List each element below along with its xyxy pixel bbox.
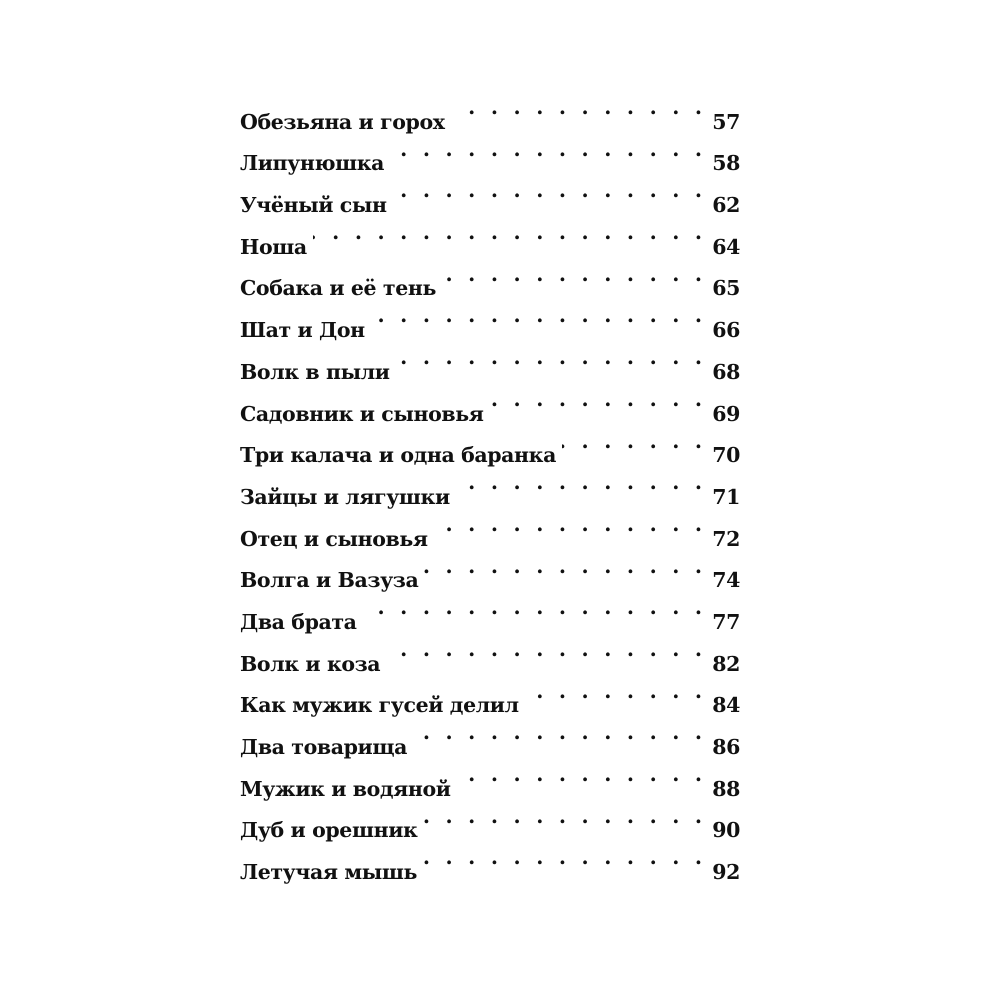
toc-dot-leader — [363, 587, 707, 629]
toc-entry-title: Мужик и водяной — [240, 776, 451, 801]
toc-entry-title: Собака и её тень — [240, 276, 436, 301]
toc-entry — [240, 254, 740, 301]
toc-entry-page: 88 — [712, 776, 740, 801]
toc-entry-title: Отец и сыновья — [240, 526, 428, 551]
toc-entry-page: 57 — [712, 109, 740, 134]
toc-entry-page: 65 — [712, 276, 740, 301]
table-of-contents — [240, 87, 740, 885]
toc-entry-page: 77 — [712, 609, 740, 634]
toc-entry-title: Дуб и орешник — [240, 818, 418, 843]
toc-entry — [240, 212, 740, 259]
toc-entry-title: Липунюшка — [240, 151, 385, 176]
toc-dot-leader — [390, 129, 706, 171]
toc-dot-leader — [490, 379, 707, 421]
toc-dot-leader — [424, 546, 706, 588]
toc-entry-title: Летучая мышь — [240, 860, 418, 885]
toc-entry-page: 70 — [712, 443, 740, 468]
toc-entry-title: Волк в пыли — [240, 359, 390, 384]
toc-dot-leader — [434, 504, 707, 546]
toc-entry-title: Зайцы и лягушки — [240, 484, 450, 509]
toc-entry-page: 90 — [712, 818, 740, 843]
toc-dot-leader — [456, 462, 706, 504]
toc-dot-leader — [393, 170, 707, 212]
toc-entry-title: Учёный сын — [240, 193, 387, 218]
toc-dot-leader — [457, 754, 707, 796]
toc-entry-title: Три калача и одна баранка — [240, 443, 556, 468]
toc-dot-leader — [423, 837, 706, 879]
toc-entry-page: 92 — [712, 860, 740, 885]
toc-entry-title: Волк и коза — [240, 651, 381, 676]
toc-dot-leader — [442, 254, 706, 296]
toc-dot-leader — [525, 671, 707, 713]
toc-entry-page: 58 — [712, 151, 740, 176]
toc-dot-leader — [562, 421, 706, 463]
toc-entry-title: Два товарища — [240, 735, 407, 759]
toc-entry-title: Обезьяна и горох — [240, 109, 445, 134]
toc-entry-page: 66 — [712, 318, 740, 343]
toc-dot-leader — [396, 337, 707, 379]
toc-entry-page: 82 — [712, 651, 740, 676]
toc-entry-title: Волга и Вазуза — [240, 568, 419, 593]
toc-entry — [240, 87, 740, 134]
toc-dot-leader — [371, 295, 707, 337]
toc-dot-leader — [451, 87, 707, 129]
toc-dot-leader — [413, 712, 706, 754]
toc-entry-page: 68 — [712, 359, 740, 384]
toc-entry-title: Шат и Дон — [240, 318, 365, 343]
toc-entry-title: Как мужик гусей делил — [240, 693, 519, 718]
toc-entry-page: 64 — [712, 234, 740, 259]
toc-entry-page: 62 — [712, 193, 740, 218]
toc-entry-page: 86 — [712, 735, 740, 759]
toc-entry-page: 84 — [712, 693, 740, 718]
toc-dot-leader — [386, 629, 706, 671]
toc-entry-page: 71 — [712, 484, 740, 509]
toc-entry-page: 72 — [712, 526, 740, 551]
toc-entry-page: 74 — [712, 568, 740, 593]
toc-entry-title: Два брата — [240, 609, 357, 634]
toc-dot-leader — [313, 212, 707, 254]
toc-dot-leader — [423, 796, 706, 838]
toc-entry-title: Ноша — [240, 234, 307, 259]
toc-entry-title: Садовник и сыновья — [240, 401, 484, 426]
toc-entry-page: 69 — [712, 401, 740, 426]
